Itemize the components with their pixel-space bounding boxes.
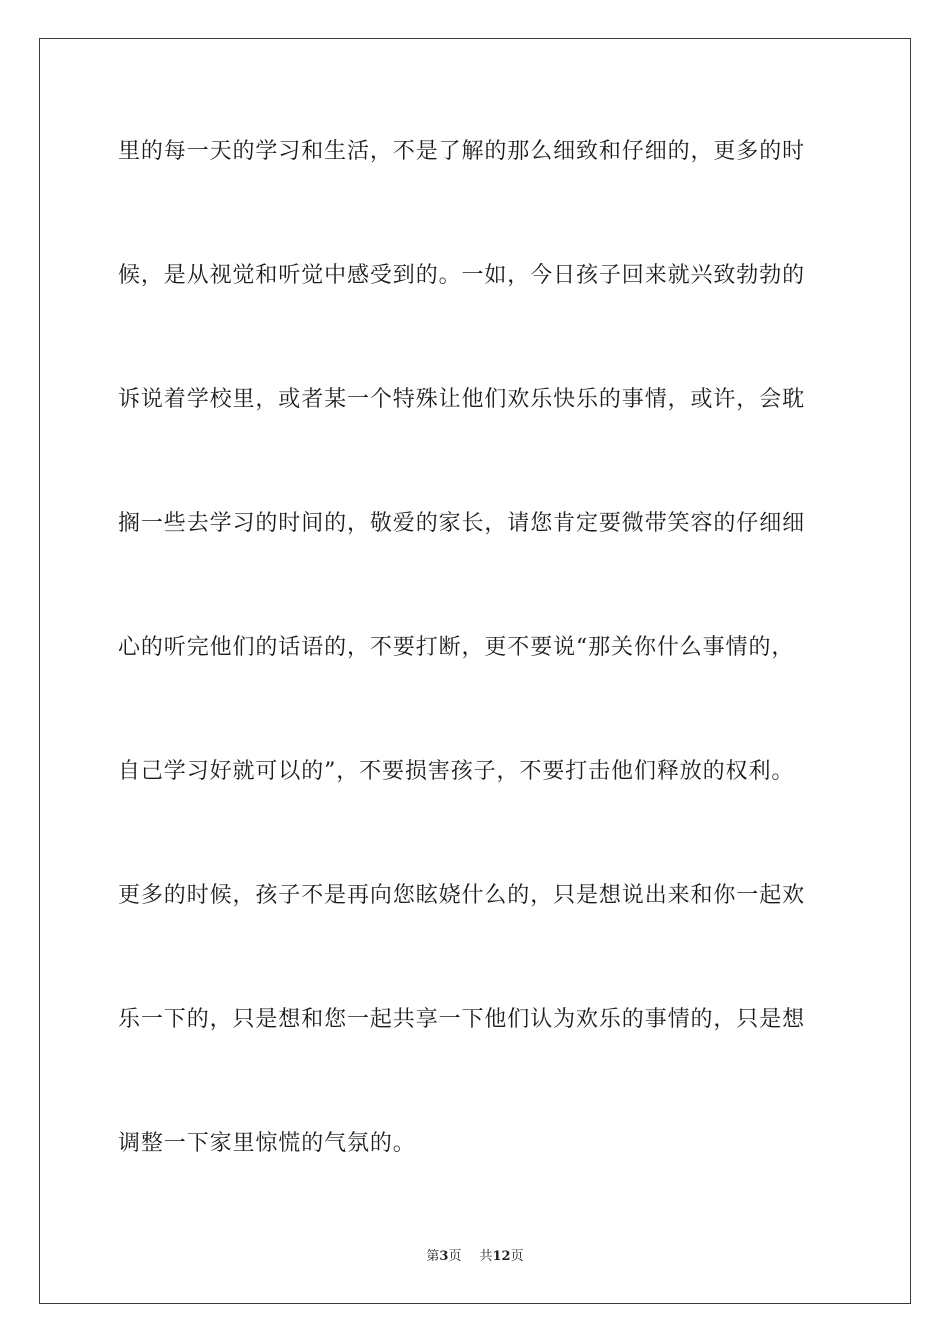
body-text-line-3: 诉说着学校里，或者某一个特殊让他们欢乐快乐的事情，或许，会耽	[118, 387, 806, 412]
page-footer	[0, 1248, 950, 1266]
body-text-line-6: 自己学习好就可以的”，不要损害孩子，不要打击他们释放的权利。	[118, 759, 795, 784]
body-text-line-8: 乐一下的，只是想和您一起共享一下他们认为欢乐的事情的，只是想	[118, 1007, 806, 1032]
body-text-line-4: 搁一些去学习的时间的，敬爱的家长，请您肯定要微带笑容的仔细细	[118, 511, 806, 536]
body-text-line-7: 更多的时候，孩子不是再向您眩娆什么的，只是想说出来和你一起欢	[118, 883, 806, 908]
total-page-count: 12	[492, 1249, 511, 1264]
page-label-suffix: 页	[448, 1249, 462, 1264]
total-label-suffix: 页	[510, 1249, 524, 1264]
body-text-line-1: 里的每一天的学习和生活，不是了解的那么细致和仔细的，更多的时	[118, 139, 806, 164]
body-text-line-2: 候，是从视觉和听觉中感受到的。一如，今日孩子回来就兴致勃勃的	[118, 263, 806, 288]
body-text-line-5: 心的听完他们的话语的，不要打断，更不要说“那关你什么事情的，	[118, 635, 795, 660]
body-text-line-9: 调整一下家里惊慌的气氛的。	[118, 1131, 416, 1156]
page-label-prefix: 第	[426, 1249, 440, 1264]
page-border	[39, 38, 911, 1304]
current-page-number: 3	[439, 1249, 449, 1264]
total-label-prefix: 共	[479, 1249, 493, 1264]
